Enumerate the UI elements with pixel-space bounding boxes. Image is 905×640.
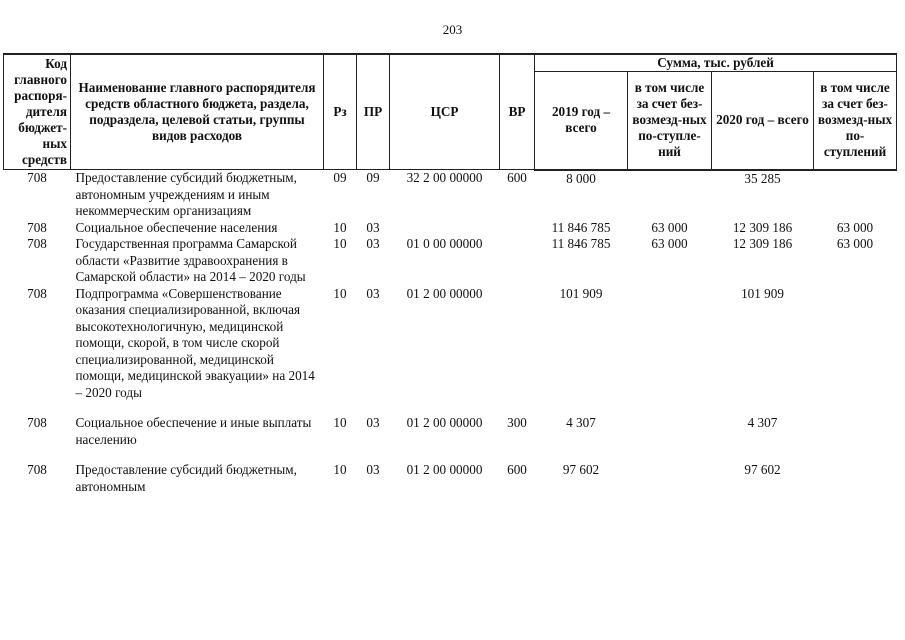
- cell-name: Социальное обеспечение и иные выплаты населению: [75, 415, 312, 447]
- cell-vr: [500, 286, 535, 402]
- table-row: [4, 220, 897, 237]
- cell-2019-free: 63 000: [651, 236, 688, 251]
- cell-name: Предоставление субсидий бюджетным, автономным учреждениям и иным некоммерческим организациям: [75, 170, 297, 218]
- table-row: [4, 448, 897, 495]
- header-2019-total: 2019 год – всего: [535, 72, 628, 170]
- header-csr: ЦСР: [390, 54, 500, 170]
- cell-2020-total: 12 309 186: [732, 236, 793, 251]
- cell-rz: 10: [333, 236, 347, 251]
- header-2020-free: в том числе за счет без-возмезд-ных по-ступлений: [814, 72, 897, 170]
- cell-csr: 01 0 00 00000: [406, 236, 483, 251]
- cell-2020-total: 97 602: [744, 462, 781, 477]
- cell-2020-total: 35 285: [744, 170, 781, 186]
- cell-2020-free: [814, 448, 897, 495]
- cell-name: Предоставление субсидий бюджетным, автономным: [75, 462, 297, 494]
- table-row: [4, 401, 897, 448]
- cell-csr: 01 2 00 00000: [406, 462, 483, 477]
- cell-rz: 10: [333, 462, 347, 477]
- cell-csr: 01 2 00 00000: [406, 285, 483, 301]
- cell-2020-free: [814, 170, 897, 220]
- cell-2019-total: 4 307: [566, 415, 596, 430]
- cell-vr: 600: [507, 170, 527, 185]
- header-2020-total: 2020 год – всего: [712, 72, 814, 170]
- cell-pr: 03: [366, 415, 380, 430]
- cell-2019-total: 101 909: [559, 285, 603, 301]
- cell-2019-free: [628, 170, 712, 220]
- cell-name: Подпрограмма «Совершенствование оказания специализированной, включая высокотехнологичную, медицинской помощи, скорой, в том числе скорой специализированной, медицинской помощи, медицинской эвакуации» на 2014 – 2020 годы: [75, 285, 315, 400]
- cell-rz: 10: [333, 285, 347, 301]
- cell-2020-free: [814, 286, 897, 402]
- cell-2019-total: 8 000: [566, 170, 596, 186]
- header-sum: Сумма, тыс. рублей: [535, 54, 897, 72]
- table-row: [4, 236, 897, 286]
- cell-rz: 10: [333, 415, 347, 430]
- table-body: [4, 170, 897, 496]
- cell-2020-total: 4 307: [747, 415, 778, 430]
- cell-2019-free: [628, 286, 712, 402]
- cell-2020-free: [814, 401, 897, 448]
- table-header: [4, 54, 897, 170]
- cell-pr: 03: [366, 219, 380, 235]
- cell-2020-total: 101 909: [741, 285, 784, 301]
- cell-code: 708: [27, 170, 47, 185]
- cell-vr: 300: [507, 415, 527, 430]
- cell-2019-free: [628, 401, 712, 448]
- cell-pr: 03: [366, 462, 380, 477]
- cell-code: 708: [27, 415, 47, 430]
- cell-vr: [500, 236, 535, 286]
- header-vr: ВР: [500, 54, 535, 170]
- cell-code: 708: [27, 236, 47, 251]
- cell-csr: 01 2 00 00000: [406, 415, 483, 430]
- header-2019-free: в том числе за счет без-возмезд-ных по-ступле-ний: [628, 72, 712, 170]
- cell-2019-total: 11 846 785: [551, 236, 611, 251]
- cell-name: Государственная программа Самарской области «Развитие здравоохранения в Самарской области» на 2014 – 2020 годы: [75, 236, 306, 284]
- cell-vr: 600: [507, 462, 527, 477]
- cell-code: 708: [27, 285, 47, 301]
- cell-2019-free: 63 000: [651, 219, 688, 235]
- cell-2019-total: 97 602: [562, 462, 600, 477]
- cell-rz: 10: [333, 219, 347, 235]
- cell-2020-free: 63 000: [836, 236, 874, 251]
- table-row: [4, 286, 897, 402]
- cell-pr: 09: [366, 170, 380, 185]
- cell-2020-free: 63 000: [836, 219, 874, 235]
- cell-name: Социальное обеспечение населения: [75, 219, 278, 235]
- cell-rz: 09: [333, 170, 347, 185]
- cell-vr: [500, 220, 535, 237]
- page-number: 203: [442, 22, 463, 37]
- cell-2019-total: 11 846 785: [551, 219, 611, 235]
- cell-csr: [390, 220, 500, 237]
- cell-pr: 03: [366, 285, 380, 301]
- header-rz: Рз: [324, 54, 357, 170]
- cell-2019-free: [628, 448, 712, 495]
- cell-code: 708: [27, 219, 47, 235]
- header-name: Наименование главного распорядителя средств областного бюджета, раздела, подраздела, целевой статьи, группы видов расходов: [71, 54, 324, 170]
- table-row: [4, 170, 897, 220]
- header-pr: ПР: [357, 54, 390, 170]
- cell-code: 708: [27, 462, 47, 477]
- budget-table: [3, 53, 897, 495]
- header-code: Код главного распоря-дителя бюджет-ных средств: [4, 54, 71, 170]
- cell-pr: 03: [366, 236, 380, 251]
- cell-csr: 32 2 00 00000: [406, 170, 483, 185]
- cell-2020-total: 12 309 186: [732, 219, 793, 235]
